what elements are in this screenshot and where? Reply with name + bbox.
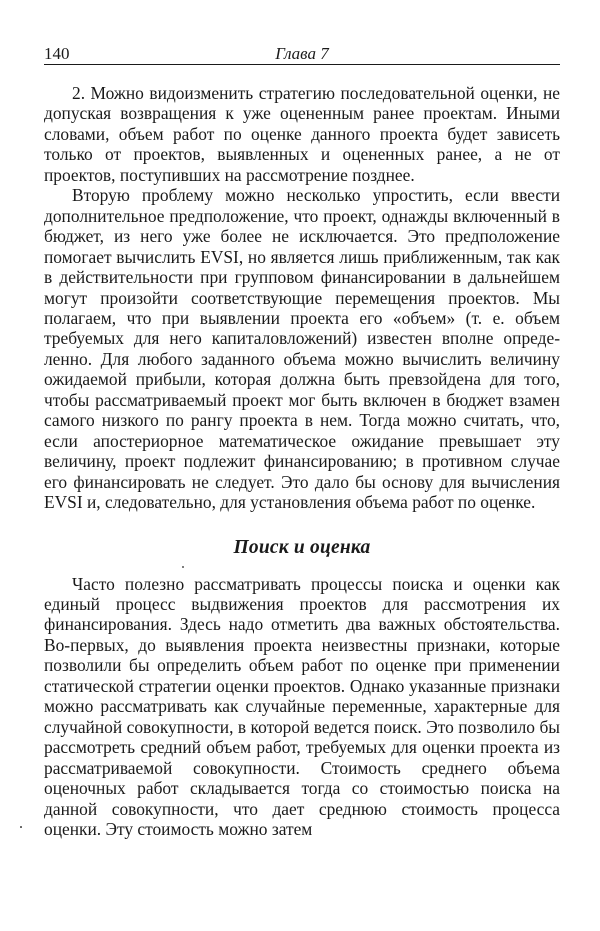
- body-text: [44, 83, 560, 839]
- page-number: 140: [44, 44, 70, 63]
- paragraph-strategy-modification: 2. Можно видоизменить стратегию последовательной оценки, не допуская возвращения к уже оцененным ранее проектам. Иными словами, объем работ по оценке данного проекта будет зависеть только от проектов, выявленных и оцененных ранее, а не от проектов, поступивших на рассмотрение позднее.: [44, 83, 560, 185]
- paragraph-budget-assumption: Вторую проблему можно несколько упростить, если ввести дополнительное предположение, что проект, однажды включенный в бюджет, из него уже более не исключается. Это предположение помогает вычислить EVSI, но является лишь приближенным, так как в действительности при групповом финансировании в дальнейшем могут произойти соответствующие перемещения проектов. Мы полагаем, что при выявлении проекта его «объем» (т. е. объем требуемых для него капиталовложений) известен вполне определенно. Для любого заданного объема можно вычислить величину ожидаемой прибыли, которая должна быть превзойдена для того, чтобы рассматриваемый проект мог быть включен в бюджет взамен самого низкого по рангу проекта в нем. Тогда можно считать, что, если апостериорное математическое ожидание превышает эту величину, проект подлежит финансированию; в противном случае его финансировать не следует. Это дало бы основу для вычисления EVSI и, следовательно, для установления объема работ по оценке.: [44, 185, 560, 513]
- section-heading-search-and-evaluation: Поиск и оценка: [233, 536, 371, 558]
- print-speck: [182, 566, 184, 568]
- print-speck: [20, 826, 22, 828]
- running-head-chapter: Глава 7: [275, 44, 329, 63]
- page-header: [44, 40, 560, 65]
- paragraph-search-and-evaluation: Часто полезно рассматривать процессы поиска и оценки как единый процесс выдвижения проектов для рассмотрения их финансирования. Здесь надо отметить два важных обстоятельства. Во-первых, до выявления проекта неизвестны признаки, которые позволили бы определить объем работ по оценке при применении статической стратегии оценки проектов. Однако указанные признаки можно рассматривать как случайные переменные, характерные для случайной совокупности, в которой ведется поиск. Это позволило бы рассмотреть средний объем работ, требуемых для оценки проекта из рассматриваемой совокупности. Стоимость среднего объема оценочных работ складывается тогда со стоимостью поиска на данной совокупности, что дает среднюю стоимость процесса оценки. Эту стоимость можно затем: [44, 573, 560, 839]
